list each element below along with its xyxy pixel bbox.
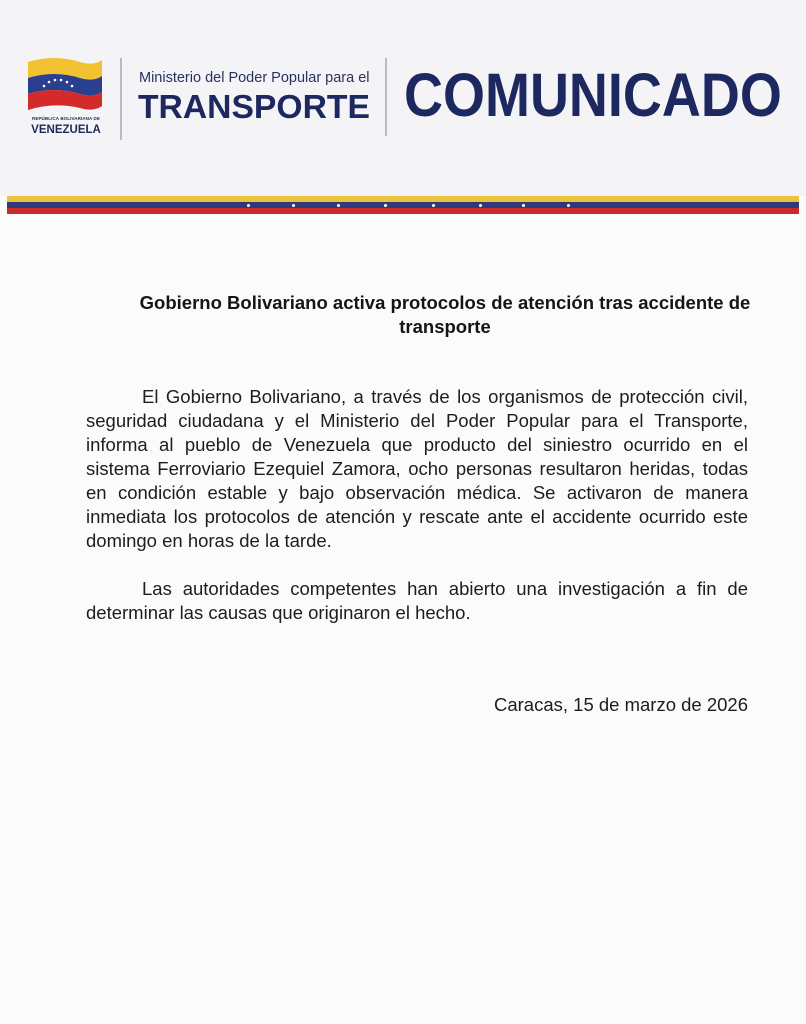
star-icon: [247, 204, 250, 207]
divider: [120, 58, 122, 140]
ministry-name: TRANSPORTE: [138, 88, 370, 125]
star-icon: [337, 204, 340, 207]
red-stripe: [7, 208, 799, 214]
document-type-title: COMUNICADO: [404, 61, 782, 129]
ministry-line: Ministerio del Poder Popular para el: [139, 70, 370, 86]
government-logo: [20, 52, 112, 142]
flag-stripes: [7, 196, 799, 214]
star-icon: [479, 204, 482, 207]
logo-country: VENEZUELA: [31, 124, 101, 136]
place-and-date: Caracas, 15 de marzo de 2026: [493, 694, 748, 715]
star-icon: [522, 204, 525, 207]
venezuela-flag-icon: [24, 52, 108, 112]
letterhead: [0, 0, 806, 196]
body-paragraph: El Gobierno Bolivariano, a través de los organismos de protección civil, seguridad ciudadana y el Ministerio del Poder Popular para el Transporte, informa al pueblo de Venezuela que producto del siniestro ocurrido en el sistema Ferroviario Ezequiel Zamora, ocho personas resultaron heridas, todas en condición estable y bajo observación médica. Se activaron de manera inmediata los protocolos de atención y rescate ante el accidente ocurrido este domingo en horas de la tarde.: [86, 386, 748, 551]
star-icon: [432, 204, 435, 207]
divider: [385, 58, 387, 136]
communique-headline: Gobierno Bolivariano activa protocolos de atención tras accidente de transporte: [139, 292, 751, 337]
star-icon: [384, 204, 387, 207]
logo-subtitle: REPÚBLICA BOLIVARIANA DE: [32, 116, 100, 121]
body-paragraph: Las autoridades competentes han abierto una investigación a fin de determinar las causas que originaron el hecho.: [86, 578, 748, 623]
star-icon: [292, 204, 295, 207]
star-icon: [567, 204, 570, 207]
